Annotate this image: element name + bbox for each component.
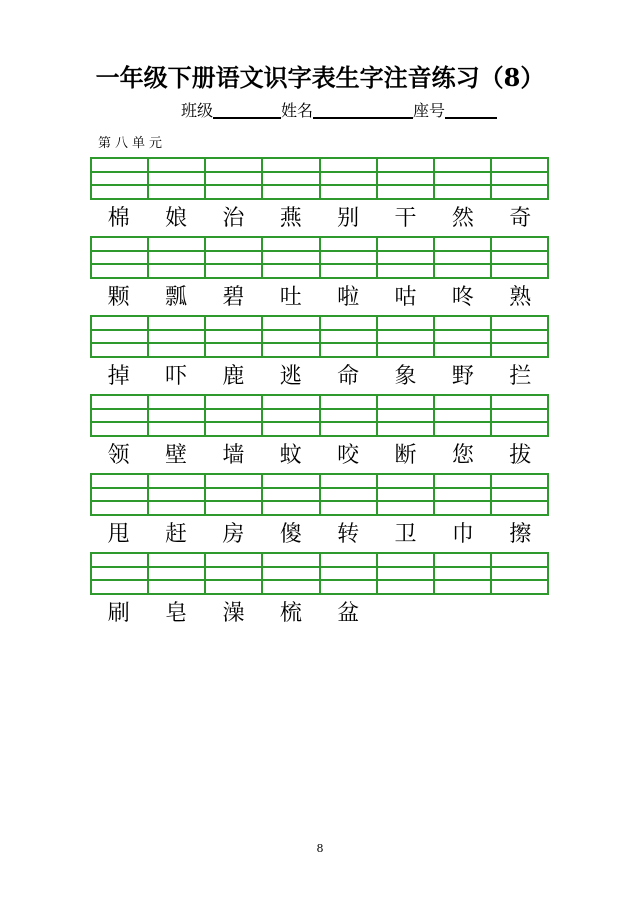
pinyin-cell[interactable]: [492, 315, 549, 358]
pinyin-cell[interactable]: [263, 236, 320, 279]
character: 巾: [451, 522, 474, 547]
character-row: [90, 363, 549, 391]
pinyin-cell[interactable]: [263, 315, 320, 358]
pinyin-cell[interactable]: [321, 552, 378, 595]
character: 咚: [451, 285, 474, 310]
pinyin-cell[interactable]: [149, 552, 206, 595]
pinyin-cell[interactable]: [378, 315, 435, 358]
pinyin-cell[interactable]: [263, 394, 320, 437]
pinyin-cell[interactable]: [435, 236, 492, 279]
character-row: [90, 442, 549, 470]
pinyin-cell[interactable]: [149, 236, 206, 279]
character: 碧: [222, 285, 245, 310]
character: 然: [451, 206, 474, 231]
pinyin-cell[interactable]: [378, 236, 435, 279]
character: 皂: [165, 601, 188, 626]
pinyin-grid-row: [90, 236, 549, 279]
pinyin-cell[interactable]: [92, 236, 149, 279]
seat-label: 座号: [413, 101, 446, 120]
pinyin-cell[interactable]: [378, 473, 435, 516]
character: 命: [337, 364, 360, 389]
character: 拔: [509, 443, 532, 468]
pinyin-grid-row: [90, 157, 549, 200]
character-row: [90, 521, 549, 549]
character: 澡: [222, 601, 245, 626]
character: 掉: [107, 364, 130, 389]
pinyin-cell[interactable]: [492, 552, 549, 595]
pinyin-cell[interactable]: [206, 315, 263, 358]
pinyin-grid-row: [90, 394, 549, 437]
seat-blank[interactable]: [445, 100, 497, 119]
character: 断: [394, 443, 417, 468]
pinyin-grid-row: [90, 473, 549, 516]
pinyin-cell[interactable]: [263, 157, 320, 200]
pinyin-cell[interactable]: [435, 394, 492, 437]
character: 治: [222, 206, 245, 231]
character: 墙: [222, 443, 245, 468]
pinyin-cell[interactable]: [435, 157, 492, 200]
pinyin-cell[interactable]: [321, 157, 378, 200]
pinyin-cell[interactable]: [492, 394, 549, 437]
pinyin-grid-row: [90, 315, 549, 358]
character: 梳: [279, 601, 302, 626]
character: 象: [394, 364, 417, 389]
pinyin-cell[interactable]: [92, 157, 149, 200]
name-blank[interactable]: [313, 100, 413, 119]
character: 鹿: [222, 364, 245, 389]
pinyin-cell[interactable]: [321, 394, 378, 437]
character: 壁: [165, 443, 188, 468]
character: 熟: [509, 285, 532, 310]
character: 颗: [107, 285, 130, 310]
page-title: 一年级下册语文识字表生字注音练习（8）: [95, 63, 545, 92]
pinyin-cell[interactable]: [92, 473, 149, 516]
character: 吐: [279, 285, 302, 310]
pinyin-cell[interactable]: [378, 552, 435, 595]
pinyin-cell[interactable]: [206, 473, 263, 516]
pinyin-cell[interactable]: [149, 473, 206, 516]
pinyin-grid-row: [90, 552, 549, 595]
character: 瓢: [165, 285, 188, 310]
character: 盆: [337, 601, 360, 626]
pinyin-cell[interactable]: [378, 394, 435, 437]
page-number: 8: [316, 842, 324, 855]
name-label: 姓名: [281, 101, 314, 120]
character: 棉: [107, 206, 130, 231]
pinyin-cell[interactable]: [149, 394, 206, 437]
pinyin-cell[interactable]: [378, 157, 435, 200]
character: 赶: [165, 522, 188, 547]
character: 转: [337, 522, 360, 547]
character: 卫: [394, 522, 417, 547]
pinyin-cell[interactable]: [206, 236, 263, 279]
student-info-line: [181, 98, 497, 121]
character: 擦: [509, 522, 532, 547]
character: 刷: [107, 601, 130, 626]
character-row: [90, 600, 549, 628]
pinyin-cell[interactable]: [492, 236, 549, 279]
class-blank[interactable]: [213, 100, 281, 119]
character: 房: [222, 522, 245, 547]
character: 咕: [394, 285, 417, 310]
character: 干: [394, 206, 417, 231]
pinyin-cell[interactable]: [263, 552, 320, 595]
pinyin-cell[interactable]: [206, 394, 263, 437]
character: 蚊: [279, 443, 302, 468]
pinyin-cell[interactable]: [149, 315, 206, 358]
pinyin-cell[interactable]: [263, 473, 320, 516]
pinyin-cell[interactable]: [149, 157, 206, 200]
pinyin-cell[interactable]: [492, 157, 549, 200]
character: 傻: [279, 522, 302, 547]
pinyin-cell[interactable]: [206, 552, 263, 595]
character: 您: [451, 443, 474, 468]
character: 咬: [337, 443, 360, 468]
pinyin-cell[interactable]: [92, 552, 149, 595]
character-row: [90, 205, 549, 233]
character: 拦: [509, 364, 532, 389]
character: 吓: [165, 364, 188, 389]
pinyin-cell[interactable]: [435, 315, 492, 358]
character: 奇: [509, 206, 532, 231]
pinyin-cell[interactable]: [492, 473, 549, 516]
character: 甩: [107, 522, 130, 547]
character: 啦: [337, 285, 360, 310]
unit-label: 第八单元: [98, 136, 167, 151]
pinyin-cell[interactable]: [321, 236, 378, 279]
pinyin-cell[interactable]: [92, 394, 149, 437]
character: 燕: [279, 206, 302, 231]
character-row: [90, 284, 549, 312]
character: 野: [451, 364, 474, 389]
pinyin-cell[interactable]: [206, 157, 263, 200]
character: 逃: [279, 364, 302, 389]
pinyin-cell[interactable]: [321, 315, 378, 358]
character: 娘: [165, 206, 188, 231]
character: 别: [337, 206, 360, 231]
pinyin-cell[interactable]: [435, 552, 492, 595]
pinyin-cell[interactable]: [435, 473, 492, 516]
pinyin-cell[interactable]: [92, 315, 149, 358]
character: 领: [107, 443, 130, 468]
pinyin-cell[interactable]: [321, 473, 378, 516]
class-label: 班级: [181, 101, 214, 120]
